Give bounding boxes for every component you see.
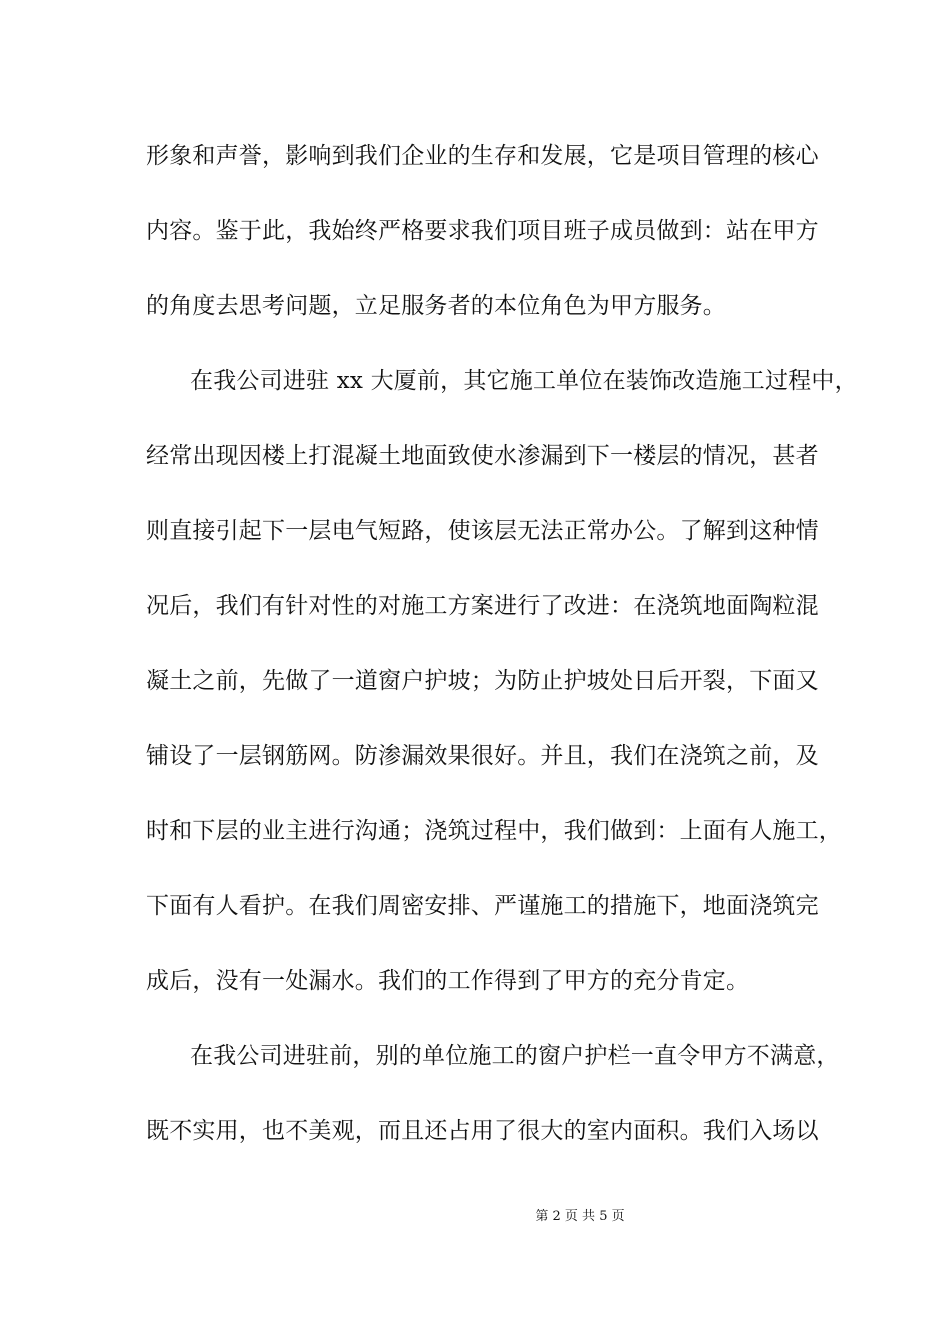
body-text-line: 则直接引起下一层电气短路，使该层无法正常办公。了解到这种情 [146, 518, 819, 544]
body-text-line: 下面有人看护。在我们周密安排、严谨施工的措施下，地面浇筑完 [146, 893, 819, 919]
body-text-line: 的角度去思考问题，立足服务者的本位角色为甲方服务。 [146, 293, 726, 319]
body-text-line: 形象和声誉，影响到我们企业的生存和发展，它是项目管理的核心 [146, 143, 819, 169]
body-text-line: 况后，我们有针对性的对施工方案进行了改进：在浇筑地面陶粒混 [146, 593, 819, 619]
body-text-line: 既不实用，也不美观，而且还占用了很大的室内面积。我们入场以 [146, 1118, 819, 1144]
body-text-line: 内容。鉴于此，我始终严格要求我们项目班子成员做到：站在甲方 [146, 218, 819, 244]
paragraph-first-line: 在我公司进驻 xx 大厦前，其它施工单位在装饰改造施工过程中， [190, 368, 858, 394]
body-text-line: 凝土之前，先做了一道窗户护坡；为防止护坡处日后开裂，下面又 [146, 668, 819, 694]
paragraph-first-line: 在我公司进驻前，别的单位施工的窗户护栏一直令甲方不满意， [190, 1043, 840, 1069]
body-text-line: 时和下层的业主进行沟通；浇筑过程中，我们做到：上面有人施工， [146, 818, 842, 844]
page-number-footer: 第 2 页 共 5 页 [535, 1209, 625, 1224]
body-text-line: 成后，没有一处漏水。我们的工作得到了甲方的充分肯定。 [146, 968, 750, 994]
body-text-line: 铺设了一层钢筋网。防渗漏效果很好。并且，我们在浇筑之前，及 [146, 743, 819, 769]
body-text-line: 经常出现因楼上打混凝土地面致使水渗漏到下一楼层的情况，甚者 [146, 443, 819, 469]
